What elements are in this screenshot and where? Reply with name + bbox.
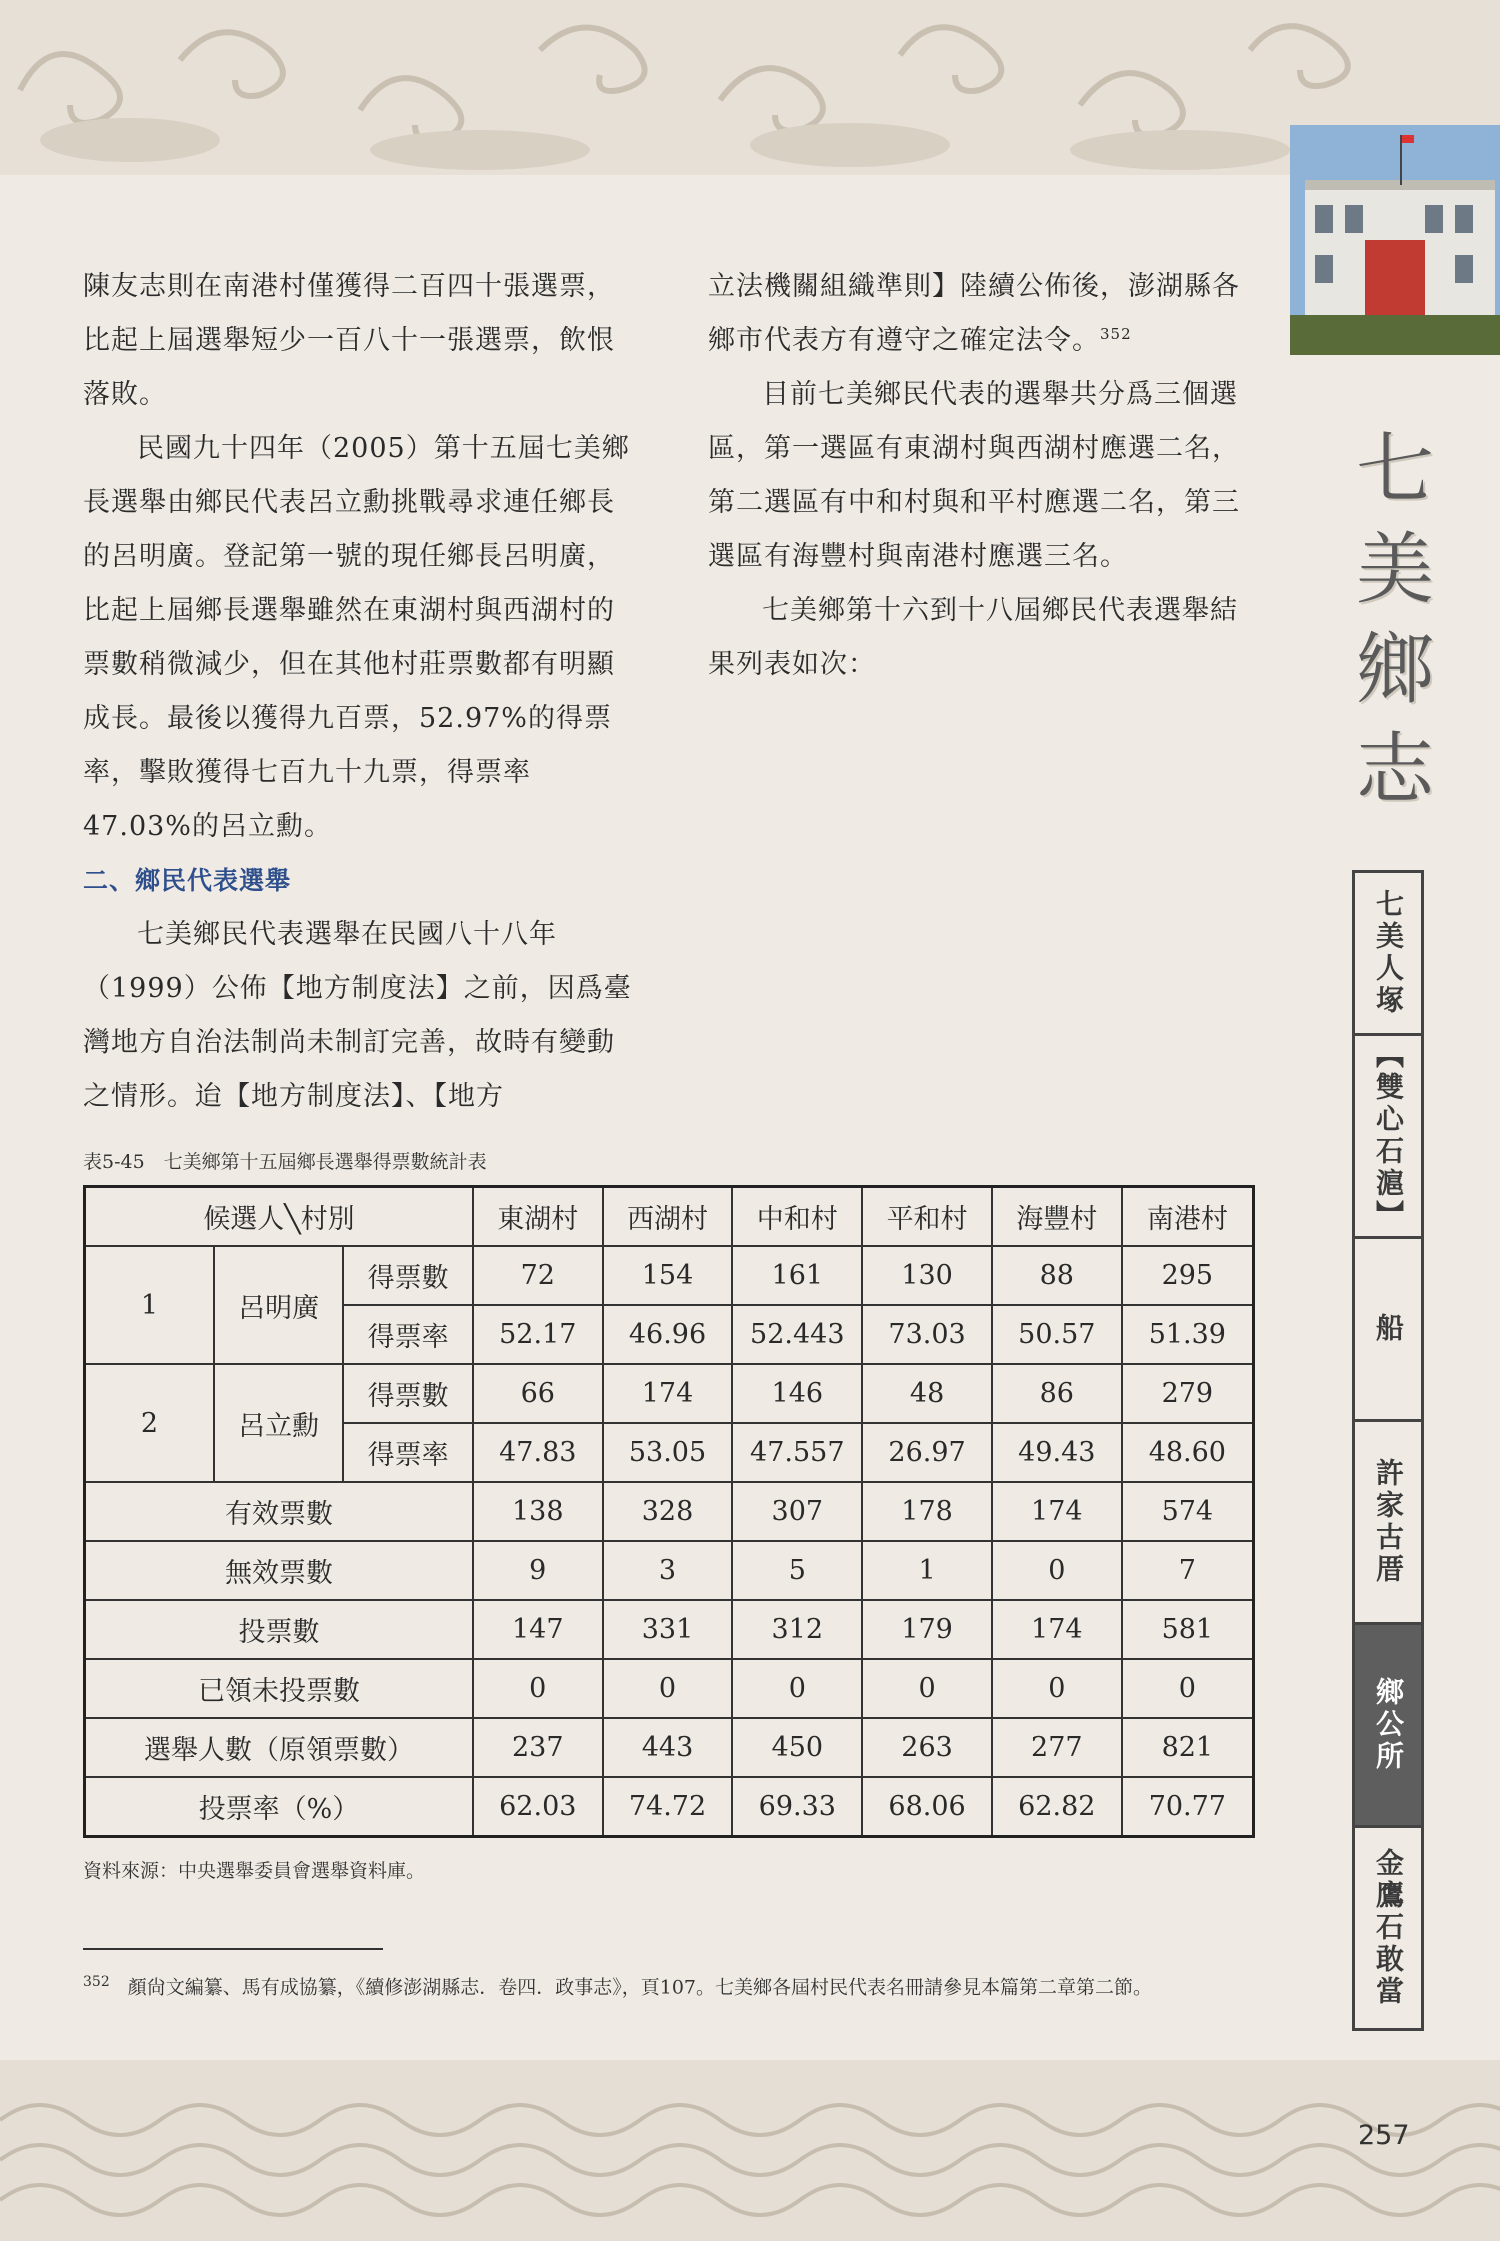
row-label: 投票率（%） <box>85 1777 473 1837</box>
table-cell: 69.33 <box>732 1777 862 1837</box>
table-cell: 146 <box>732 1364 862 1423</box>
table-cell: 295 <box>1122 1246 1254 1305</box>
row-label: 選舉人數（原領票數） <box>85 1718 473 1777</box>
table-cell: 279 <box>1122 1364 1254 1423</box>
table-row <box>85 1482 1254 1541</box>
paragraph: 民國九十四年（2005）第十五屆七美鄉長選舉由鄉民代表呂立勳挑戰尋求連任鄉長的呂明廣。登記第一號的現任鄉長呂明廣，比起上屆鄉長選舉雖然在東湖村與西湖村的票數稍微減少，但在其他村莊票數都有明顯成長。最後以獲得九百票，52.97%的得票率，擊敗獲得七百九十九票，得票率47.03%的呂立勳。 <box>83 433 630 842</box>
table-cell: 47.557 <box>732 1423 862 1482</box>
table-cell: 3 <box>603 1541 733 1600</box>
table-cell: 0 <box>732 1659 862 1718</box>
nav-item-township-office[interactable]: 鄉公所 <box>1355 1622 1421 1825</box>
table-cell: 86 <box>992 1364 1122 1423</box>
footnote-text: 顏尙文編纂、馬有成協纂，《續修澎湖縣志．卷四．政事志》，頁107。七美鄉各屆村民代表名冊請參見本篇第二章第二節。 <box>127 1976 1153 1999</box>
table-cell: 52.17 <box>473 1305 603 1364</box>
candidate-number: 2 <box>85 1364 214 1482</box>
table-cell: 237 <box>473 1718 603 1777</box>
table-cell: 1 <box>862 1541 992 1600</box>
candidate-name: 呂立勳 <box>214 1364 343 1482</box>
table-cell: 0 <box>992 1541 1122 1600</box>
table-cell: 66 <box>473 1364 603 1423</box>
nav-item-qimei-tomb[interactable]: 七美人塚 <box>1355 870 1421 1033</box>
table-cell: 48.60 <box>1122 1423 1254 1482</box>
cloud-pattern-top <box>0 0 1500 175</box>
book-title-vertical <box>1335 420 1455 820</box>
wave-pattern-bottom <box>0 2060 1500 2241</box>
table-cell: 0 <box>473 1659 603 1718</box>
candidate-name: 呂明廣 <box>214 1246 343 1364</box>
section-heading: 二、鄉民代表選舉 <box>83 866 292 895</box>
table-cell: 70.77 <box>1122 1777 1254 1837</box>
table-cell: 48 <box>862 1364 992 1423</box>
table-cell: 62.03 <box>473 1777 603 1837</box>
right-text-column <box>708 260 1260 692</box>
left-text-column <box>83 260 635 1124</box>
village-header: 中和村 <box>732 1187 862 1247</box>
paragraph: 目前七美鄉民代表的選舉共分爲三個選區，第一選區有東湖村與西湖村應選二名，第二選區有中和村與和平村應選二名，第三選區有海豐村與南港村應選三名。 <box>708 379 1240 572</box>
township-office-photo <box>1290 125 1500 355</box>
village-header: 海豐村 <box>992 1187 1122 1247</box>
table-cell: 0 <box>992 1659 1122 1718</box>
table-cell: 73.03 <box>862 1305 992 1364</box>
table-cell: 263 <box>862 1718 992 1777</box>
table-cell: 46.96 <box>603 1305 733 1364</box>
footnote <box>83 1965 1263 2004</box>
village-header: 南港村 <box>1122 1187 1254 1247</box>
table-cell: 62.82 <box>992 1777 1122 1837</box>
table-cell: 7 <box>1122 1541 1254 1600</box>
table-cell: 574 <box>1122 1482 1254 1541</box>
table-cell: 154 <box>603 1246 733 1305</box>
table-cell: 581 <box>1122 1600 1254 1659</box>
table-cell: 52.443 <box>732 1305 862 1364</box>
row-label: 有效票數 <box>85 1482 473 1541</box>
election-results-table <box>83 1185 1255 1838</box>
table-cell: 26.97 <box>862 1423 992 1482</box>
row-label: 得票率 <box>343 1423 472 1482</box>
chapter-side-nav <box>1352 870 1424 2031</box>
book-title-char: 鄉 <box>1355 625 1434 715</box>
table-cell: 68.06 <box>862 1777 992 1837</box>
table-cell: 138 <box>473 1482 603 1541</box>
table-cell: 88 <box>992 1246 1122 1305</box>
table-cell: 174 <box>992 1482 1122 1541</box>
table-cell: 174 <box>992 1600 1122 1659</box>
page-number: 257 <box>1358 2120 1410 2151</box>
village-header: 西湖村 <box>603 1187 733 1247</box>
village-header: 平和村 <box>862 1187 992 1247</box>
book-title-char: 七 <box>1355 425 1434 515</box>
row-label: 無效票數 <box>85 1541 473 1600</box>
nav-item-boat[interactable]: 船 <box>1355 1236 1421 1419</box>
table-cell: 0 <box>603 1659 733 1718</box>
footnote-number: 352 <box>83 1974 110 1990</box>
table-cell: 178 <box>862 1482 992 1541</box>
table-cell: 5 <box>732 1541 862 1600</box>
row-label: 得票數 <box>343 1364 472 1423</box>
footnote-ref[interactable]: 352 <box>1100 325 1132 343</box>
table-cell: 821 <box>1122 1718 1254 1777</box>
table-cell: 161 <box>732 1246 862 1305</box>
book-title-char: 志 <box>1355 725 1434 815</box>
table-row <box>85 1718 1254 1777</box>
table-cell: 331 <box>603 1600 733 1659</box>
header-corner: 候選人╲村別 <box>85 1187 473 1247</box>
row-label: 得票率 <box>343 1305 472 1364</box>
table-header-row <box>85 1187 1254 1247</box>
table-cell: 51.39 <box>1122 1305 1254 1364</box>
table-row <box>85 1600 1254 1659</box>
table-row <box>85 1659 1254 1718</box>
candidate-number: 1 <box>85 1246 214 1364</box>
table-cell: 49.43 <box>992 1423 1122 1482</box>
table-cell: 443 <box>603 1718 733 1777</box>
table-cell: 130 <box>862 1246 992 1305</box>
table-cell: 174 <box>603 1364 733 1423</box>
paragraph: 七美鄉第十六到十八屆鄉民代表選舉結果列表如次： <box>708 595 1238 680</box>
table-cell: 307 <box>732 1482 862 1541</box>
table-cell: 179 <box>862 1600 992 1659</box>
table-cell: 53.05 <box>603 1423 733 1482</box>
table-row <box>85 1364 1254 1423</box>
table-cell: 50.57 <box>992 1305 1122 1364</box>
nav-item-eagle-stone[interactable]: 金鷹石敢當 <box>1355 1825 1421 2028</box>
row-label: 已領未投票數 <box>85 1659 473 1718</box>
table-row <box>85 1541 1254 1600</box>
book-title-char: 美 <box>1355 525 1434 615</box>
footnote-divider <box>83 1948 383 1950</box>
table-caption: 表5-45 七美鄉第十五屆鄉長選舉得票數統計表 <box>83 1151 487 1173</box>
paragraph: 立法機關組織準則】陸續公佈後，澎湖縣各鄉市代表方有遵守之確定法令。$^{352}$ <box>708 271 1240 356</box>
paragraph: 陳友志則在南港村僅獲得二百四十張選票，比起上屆選舉短少一百八十一張選票，飲恨落敗。 <box>83 271 615 410</box>
table-row <box>85 1246 1254 1305</box>
table-row <box>85 1777 1254 1837</box>
row-label: 得票數 <box>343 1246 472 1305</box>
paragraph: 七美鄉民代表選舉在民國八十八年（1999）公佈【地方制度法】之前，因爲臺灣地方自治法制尚未制訂完善，故時有變動之情形。迨【地方制度法】、【地方 <box>83 919 632 1112</box>
table-cell: 450 <box>732 1718 862 1777</box>
table-cell: 147 <box>473 1600 603 1659</box>
table-cell: 74.72 <box>603 1777 733 1837</box>
table-cell: 47.83 <box>473 1423 603 1482</box>
table-cell: 72 <box>473 1246 603 1305</box>
nav-item-xu-house[interactable]: 許家古厝 <box>1355 1419 1421 1622</box>
table-cell: 277 <box>992 1718 1122 1777</box>
nav-item-twin-hearts[interactable]: 【雙心石滬】 <box>1355 1033 1421 1236</box>
table-cell: 312 <box>732 1600 862 1659</box>
table-cell: 0 <box>862 1659 992 1718</box>
row-label: 投票數 <box>85 1600 473 1659</box>
table-cell: 0 <box>1122 1659 1254 1718</box>
village-header: 東湖村 <box>473 1187 603 1247</box>
table-cell: 9 <box>473 1541 603 1600</box>
table-cell: 328 <box>603 1482 733 1541</box>
table-source: 資料來源：中央選舉委員會選舉資料庫。 <box>83 1860 426 1882</box>
